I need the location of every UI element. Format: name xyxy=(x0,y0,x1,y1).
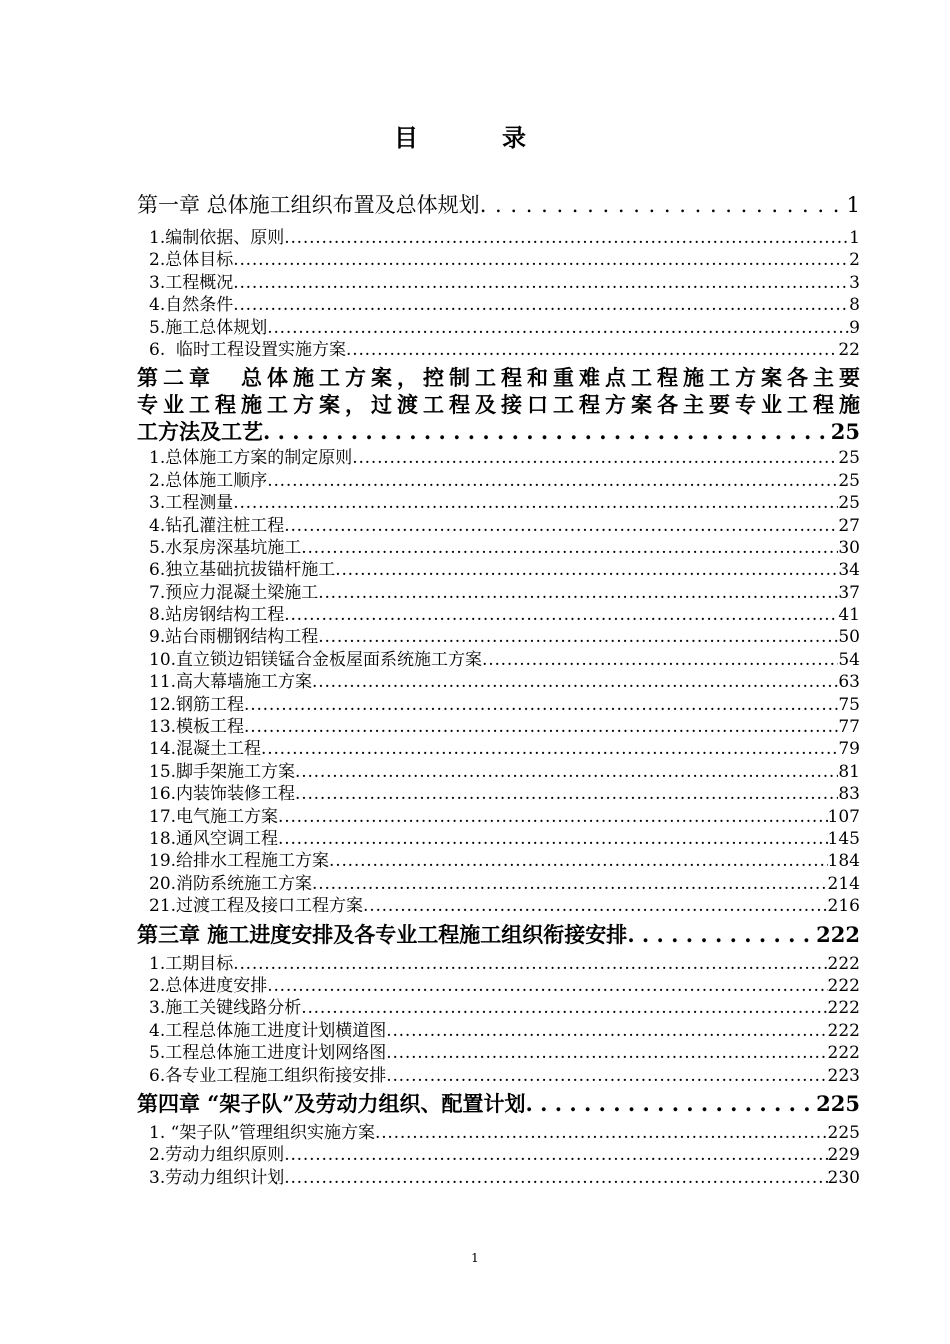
toc-item[interactable] xyxy=(137,470,860,492)
leader-dots xyxy=(386,1020,827,1042)
toc-item[interactable] xyxy=(137,317,860,339)
leader-dots xyxy=(233,272,849,294)
toc-item[interactable] xyxy=(137,850,860,872)
chapter-title-line-1: 第二章 总体施工方案，控制工程和重难点工程施工方案各主要 xyxy=(137,365,860,391)
item-label: 1.总体施工方案的制定原则 xyxy=(149,448,353,469)
item-page: 27 xyxy=(838,515,860,536)
leader-dots xyxy=(244,716,838,738)
leader-dots xyxy=(267,317,849,339)
toc-item[interactable] xyxy=(137,738,860,760)
toc-chapter-4[interactable] xyxy=(137,1089,860,1119)
toc-chapter-3[interactable] xyxy=(137,920,860,950)
leader-dots xyxy=(301,537,838,559)
leader-dots xyxy=(318,626,838,648)
leader-dots xyxy=(284,1167,827,1189)
item-page: 77 xyxy=(838,717,860,738)
item-label: 1.工期目标 xyxy=(149,953,234,974)
leader-dots xyxy=(263,418,831,445)
leader-dots xyxy=(284,1144,827,1166)
item-label: 4.工程总体施工进度计划横道图 xyxy=(149,1020,387,1041)
item-label: 13.模板工程 xyxy=(149,717,245,738)
toc-item[interactable] xyxy=(137,1167,860,1189)
leader-dots xyxy=(233,492,838,514)
toc-item[interactable] xyxy=(137,828,860,850)
item-label: 15.脚手架施工方案 xyxy=(149,761,296,782)
item-page: 8 xyxy=(849,295,860,316)
item-label: 4.自然条件 xyxy=(149,295,234,316)
item-label: 14.混凝土工程 xyxy=(149,739,262,760)
item-page: 41 xyxy=(838,605,860,626)
item-label: 10.直立锁边铝镁锰合金板屋面系统施工方案 xyxy=(149,649,483,670)
chapter-title-line-2: 专业工程施工方案，过渡工程及接口工程方案各主要专业工程施 xyxy=(137,392,860,418)
toc-item[interactable] xyxy=(137,671,860,693)
chapter-page: 25 xyxy=(830,419,860,445)
leader-dots xyxy=(284,515,838,537)
table-of-contents xyxy=(137,190,860,1189)
item-page: 50 xyxy=(838,627,860,648)
leader-dots xyxy=(312,873,828,895)
item-label: 21.过渡工程及接口工程方案 xyxy=(149,896,364,917)
leader-dots xyxy=(352,447,838,469)
toc-item[interactable] xyxy=(137,492,860,514)
item-page: 63 xyxy=(838,672,860,693)
toc-item[interactable] xyxy=(137,975,860,997)
toc-item[interactable] xyxy=(137,997,860,1019)
item-page: 184 xyxy=(827,851,860,872)
chapter-title: 第三章 施工进度安排及各专业工程施工组织衔接安排 xyxy=(137,921,628,947)
toc-item[interactable] xyxy=(137,272,860,294)
leader-dots xyxy=(233,953,827,975)
item-label: 3.工程测量 xyxy=(149,493,234,514)
item-label: 9.站台雨棚钢结构工程 xyxy=(149,627,319,648)
toc-item[interactable] xyxy=(137,1042,860,1064)
item-page: 75 xyxy=(838,694,860,715)
item-page: 222 xyxy=(827,975,860,996)
toc-item[interactable] xyxy=(137,761,860,783)
leader-dots xyxy=(284,227,849,249)
item-page: 54 xyxy=(838,649,860,670)
item-page: 3 xyxy=(849,272,860,293)
item-label: 1.编制依据、原则 xyxy=(149,228,285,248)
toc-item[interactable] xyxy=(137,582,860,604)
item-label: 3.劳动力组织计划 xyxy=(149,1167,285,1188)
item-label: 7.预应力混凝土梁施工 xyxy=(149,582,319,603)
item-page: 222 xyxy=(827,998,860,1019)
toc-item[interactable] xyxy=(137,1065,860,1087)
leader-dots xyxy=(363,895,828,917)
item-label: 19.给排水工程施工方案 xyxy=(149,851,330,872)
leader-dots xyxy=(284,604,838,626)
item-page: 79 xyxy=(838,739,860,760)
leader-dots xyxy=(346,339,838,361)
item-page: 81 xyxy=(838,761,860,782)
leader-dots xyxy=(312,671,838,693)
toc-title: 目 录 xyxy=(394,123,556,152)
leader-dots xyxy=(244,694,838,716)
item-label: 2.劳动力组织原则 xyxy=(149,1145,285,1166)
leader-dots xyxy=(525,1089,816,1119)
toc-item[interactable] xyxy=(137,694,860,716)
leader-dots xyxy=(278,828,828,850)
toc-chapter-2[interactable] xyxy=(137,364,860,445)
toc-item[interactable] xyxy=(137,716,860,738)
item-label: 12.钢筋工程 xyxy=(149,694,245,715)
leader-dots xyxy=(386,1042,827,1064)
item-page: 9 xyxy=(849,317,860,338)
toc-item[interactable] xyxy=(137,1144,860,1166)
leader-dots xyxy=(233,249,849,271)
toc-chapter-1[interactable] xyxy=(137,190,860,220)
toc-item[interactable] xyxy=(137,227,860,249)
item-label: 6.独立基础抗拔锚杆施工 xyxy=(149,560,336,581)
leader-dots xyxy=(267,975,827,997)
toc-item[interactable] xyxy=(137,604,860,626)
leader-dots xyxy=(267,470,838,492)
chapter-title: 第四章 “架子队”及劳动力组织、配置计划 xyxy=(137,1090,526,1116)
item-page: 107 xyxy=(827,806,860,827)
item-page: 229 xyxy=(827,1145,860,1166)
chapter-page: 222 xyxy=(816,921,860,947)
page-number: 1 xyxy=(471,1251,479,1265)
toc-item[interactable] xyxy=(137,873,860,895)
item-page: 34 xyxy=(838,560,860,581)
item-label: 3.工程概况 xyxy=(149,272,234,293)
leader-dots xyxy=(301,997,827,1019)
chapter-page: 225 xyxy=(816,1090,860,1116)
leader-dots xyxy=(318,582,838,604)
leader-dots xyxy=(233,294,849,316)
item-label: 2.总体进度安排 xyxy=(149,975,268,996)
item-page: 222 xyxy=(827,953,860,974)
item-label: 5.水泵房深基坑施工 xyxy=(149,537,302,558)
toc-item[interactable] xyxy=(137,294,860,316)
item-label: 11.高大幕墙施工方案 xyxy=(149,672,313,693)
toc-item[interactable] xyxy=(137,249,860,271)
item-label: 4.钻孔灌注桩工程 xyxy=(149,515,285,536)
item-label: 2.总体目标 xyxy=(149,250,234,271)
item-page: 214 xyxy=(827,873,860,894)
item-label: 20.消防系统施工方案 xyxy=(149,873,313,894)
item-label: 17.电气施工方案 xyxy=(149,806,279,827)
chapter-page: 1 xyxy=(846,193,860,217)
toc-item[interactable] xyxy=(137,559,860,581)
toc-item[interactable] xyxy=(137,537,860,559)
chapter-title: 第一章 总体施工组织布置及总体规划 xyxy=(137,193,480,217)
leader-dots xyxy=(278,806,828,828)
item-page: 222 xyxy=(827,1020,860,1041)
leader-dots xyxy=(386,1065,827,1087)
leader-dots xyxy=(261,738,838,760)
item-page: 25 xyxy=(838,470,860,491)
leader-dots xyxy=(482,649,838,671)
item-page: 225 xyxy=(827,1122,860,1143)
toc-item[interactable] xyxy=(137,895,860,917)
item-label: 18.通风空调工程 xyxy=(149,828,279,849)
item-page: 30 xyxy=(838,537,860,558)
item-page: 25 xyxy=(838,448,860,469)
toc-item[interactable] xyxy=(137,953,860,975)
toc-item[interactable] xyxy=(137,1122,860,1144)
toc-item[interactable] xyxy=(137,515,860,537)
item-page: 22 xyxy=(838,339,860,360)
leader-dots xyxy=(627,920,816,950)
item-page: 2 xyxy=(849,250,860,271)
toc-item[interactable] xyxy=(137,783,860,805)
item-page: 25 xyxy=(838,493,860,514)
leader-dots xyxy=(329,850,828,872)
item-label: 2.总体施工顺序 xyxy=(149,470,268,491)
item-page: 222 xyxy=(827,1043,860,1064)
item-page: 83 xyxy=(838,784,860,805)
leader-dots xyxy=(295,783,838,805)
toc-item[interactable] xyxy=(137,339,860,361)
item-label: 6. 临时工程设置实施方案 xyxy=(149,339,347,360)
leader-dots xyxy=(375,1122,828,1144)
chapter-title-line-3: 工方法及工艺 xyxy=(137,419,263,445)
toc-item[interactable] xyxy=(137,806,860,828)
toc-item[interactable] xyxy=(137,649,860,671)
item-label: 6.各专业工程施工组织衔接安排 xyxy=(149,1065,387,1086)
leader-dots xyxy=(335,559,838,581)
item-page: 145 xyxy=(827,828,860,849)
item-label: 1. “架子队”管理组织实施方案 xyxy=(149,1122,376,1143)
leader-dots xyxy=(480,190,847,220)
item-label: 5.施工总体规划 xyxy=(149,317,268,338)
toc-item[interactable] xyxy=(137,626,860,648)
item-page: 216 xyxy=(827,896,860,917)
item-label: 8.站房钢结构工程 xyxy=(149,605,285,626)
item-label: 16.内装饰装修工程 xyxy=(149,784,296,805)
item-label: 3.施工关键线路分析 xyxy=(149,998,302,1019)
item-page: 230 xyxy=(827,1167,860,1188)
leader-dots xyxy=(295,761,838,783)
item-page: 37 xyxy=(838,582,860,603)
item-label: 5.工程总体施工进度计划网络图 xyxy=(149,1043,387,1064)
toc-item[interactable] xyxy=(137,447,860,469)
item-page: 1 xyxy=(849,228,860,248)
item-page: 223 xyxy=(827,1065,860,1086)
toc-item[interactable] xyxy=(137,1020,860,1042)
